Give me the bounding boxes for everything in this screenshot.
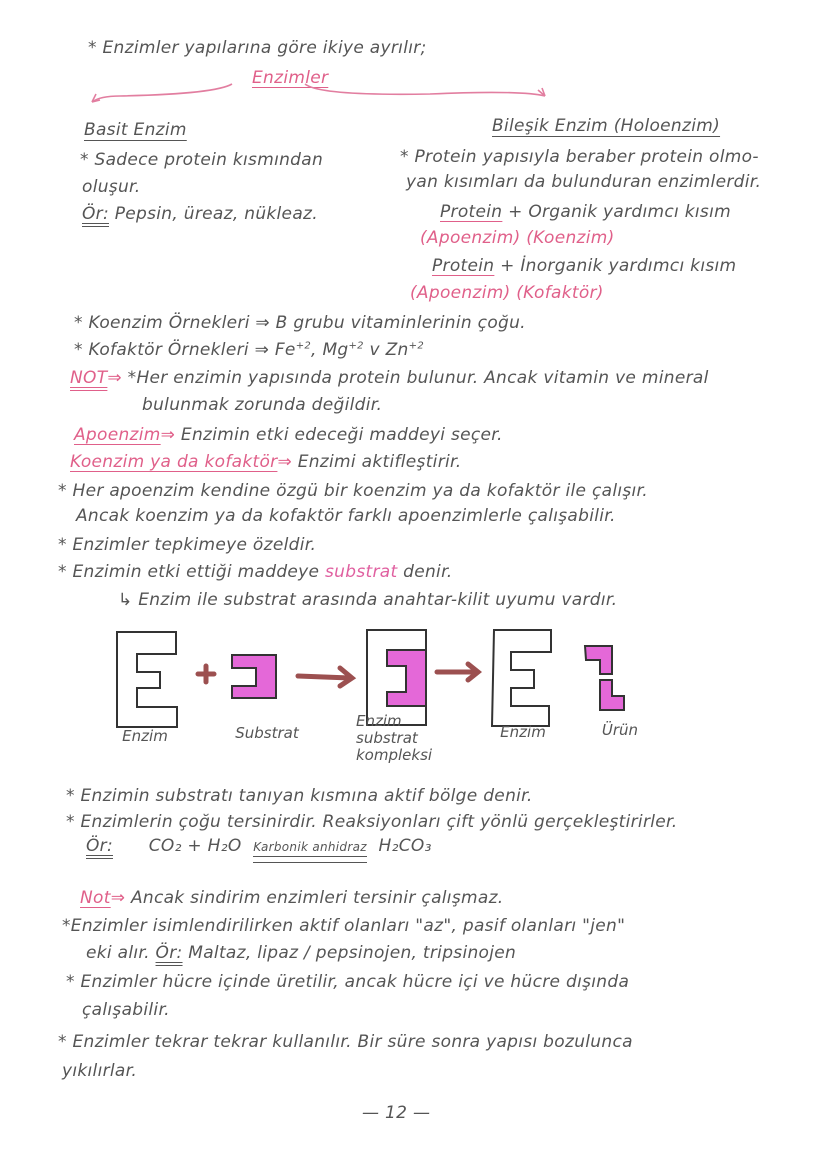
enzymes-root-label: Enzimler <box>252 68 329 88</box>
mg: , Mg <box>311 340 349 360</box>
enzyme-shape-icon <box>117 632 177 727</box>
complex-line2: substrat <box>356 729 418 747</box>
substrate-post: denir. <box>397 562 453 582</box>
substrate-line <box>58 562 453 582</box>
note-text: *Her enzimin yapısında protein bulunur. Ancak vitamin ve mineral <box>121 368 709 388</box>
naming-line1: *Enzimler isimlendirilirken aktif olanları "az", pasif olanları "jen" <box>62 916 626 936</box>
catalyst-label: Karbonik anhidraz <box>253 840 367 854</box>
substrate-pre: * Enzimin etki ettiği maddeye <box>58 562 325 582</box>
complex-line1: Enzim <box>356 712 402 730</box>
example-prefix: Ör: <box>86 836 113 856</box>
page-number: — 12 — <box>362 1103 431 1123</box>
specific-line: * Enzimler tepkimeye özeldir. <box>58 535 317 555</box>
pairing-line2: Ancak koenzim ya da kofaktör farklı apoenzimlerle çalışabilir. <box>76 506 616 526</box>
location-line1: * Enzimler hücre içinde üretilir, ancak hücre içi ve hücre dışında <box>66 972 630 992</box>
reaction-left: CO₂ + H₂O <box>148 836 242 856</box>
mg-charge: +2 <box>348 340 364 352</box>
note-arrow: ⇒ <box>107 368 122 388</box>
reversible-line: * Enzimlerin çoğu tersinirdir. Reaksiyonları çift yönlü gerçekleştirirler. <box>66 812 678 832</box>
reaction-right: H₂CO₃ <box>378 836 432 856</box>
zn-charge: +2 <box>408 340 424 352</box>
fe-charge: +2 <box>295 340 312 352</box>
reaction-equation <box>86 836 432 857</box>
formula-inorganic-labels: (Apoenzim) (Kofaktör) <box>410 283 604 303</box>
diagram-label-enzyme: Enzim <box>500 723 546 741</box>
cofactor-definition <box>70 452 461 472</box>
naming-pre: eki alır. <box>86 943 156 963</box>
product-shape-icon <box>600 680 624 710</box>
note-1 <box>70 368 709 388</box>
active-site-line: * Enzimin substratı tanıyan kısmına aktif bölge denir. <box>66 786 533 806</box>
simple-enzyme-title: Basit Enzim <box>84 120 187 140</box>
note-text: Ancak sindirim enzimleri tersinir çalışmaz. <box>125 888 504 908</box>
formula-protein: Protein <box>432 256 495 276</box>
naming-line2 <box>86 943 516 963</box>
apoenzyme-definition <box>74 425 503 445</box>
cofactor-examples <box>74 340 424 360</box>
reuse-line1: * Enzimler tekrar tekrar kullanılır. Bir süre sonra yapısı bozulunca <box>58 1032 633 1052</box>
diagram-label-substrate: Substrat <box>235 724 299 742</box>
example-prefix: Ör: <box>155 943 183 963</box>
reaction-catalyst <box>253 840 367 857</box>
intro-line: * Enzimler yapılarına göre ikiye ayrılır; <box>88 38 427 58</box>
zn: v Zn <box>363 340 409 360</box>
arrow: ⇒ <box>160 425 176 445</box>
apoenzyme-label: Apoenzim <box>74 425 161 445</box>
formula-organic-rest: + Organik yardımcı kısım <box>502 202 731 222</box>
formula-inorganic <box>432 256 736 276</box>
note-1-line2: bulunmak zorunda değildir. <box>142 395 383 415</box>
diagram-label-complex <box>356 712 433 764</box>
substrate-term: substrat <box>325 562 398 582</box>
formula-protein: Protein <box>440 202 503 222</box>
cofactor-label: Koenzim ya da kofaktör <box>70 452 278 472</box>
coenzyme-examples: * Koenzim Örnekleri ⇒ B grubu vitaminlerinin çoğu. <box>74 313 526 333</box>
simple-enzyme-line1: * Sadece protein kısmından <box>80 150 324 170</box>
compound-enzyme-line2: yan kısımları da bulunduran enzimlerdir. <box>406 172 762 192</box>
naming-examples: Maltaz, lipaz / pepsinojen, tripsinojen <box>182 943 517 963</box>
location-line2: çalışabilir. <box>82 1000 170 1020</box>
formula-organic-labels: (Apoenzim) (Koenzim) <box>420 228 615 248</box>
cofactor-text: Enzimi aktifleştirir. <box>291 452 462 472</box>
cofactor-prefix: * Kofaktör Örnekleri ⇒ Fe <box>74 340 296 360</box>
note-label: Not <box>80 888 111 908</box>
simple-enzyme-line2: oluşur. <box>82 177 141 197</box>
lock-key-line: ↳ Enzim ile substrat arasında anahtar-kilit uyumu vardır. <box>118 590 618 610</box>
reuse-line2: yıkılırlar. <box>62 1061 138 1081</box>
reverse-arrow-icon <box>253 862 367 863</box>
simple-enzyme-example <box>82 204 318 224</box>
note-arrow: ⇒ <box>110 888 126 908</box>
compound-enzyme-line1: * Protein yapısıyla beraber protein olmo- <box>400 147 759 167</box>
substrate-shape-icon <box>232 655 276 698</box>
compound-enzyme-title: Bileşik Enzim (Holoenzim) <box>492 116 721 136</box>
diagram-label-product: Ürün <box>601 721 639 739</box>
note-2 <box>80 888 504 908</box>
arrow: ⇒ <box>277 452 292 472</box>
product-shape-icon <box>585 646 612 674</box>
complex-line3: kompleksi <box>356 746 433 764</box>
example-prefix: Ör: <box>82 204 109 224</box>
formula-organic <box>440 202 731 222</box>
pairing-line1: * Her apoenzim kendine özgü bir koenzim ya da kofaktör ile çalışır. <box>58 481 648 501</box>
enzyme-shape-icon <box>492 630 551 726</box>
apoenzyme-text: Enzimin etki edeceği maddeyi seçer. <box>175 425 503 445</box>
diagram-label-enzyme: Enzim <box>122 727 168 745</box>
note-label: NOT <box>70 368 108 388</box>
formula-inorganic-rest: + İnorganik yardımcı kısım <box>494 256 737 276</box>
example-text: Pepsin, üreaz, nükleaz. <box>109 204 318 224</box>
